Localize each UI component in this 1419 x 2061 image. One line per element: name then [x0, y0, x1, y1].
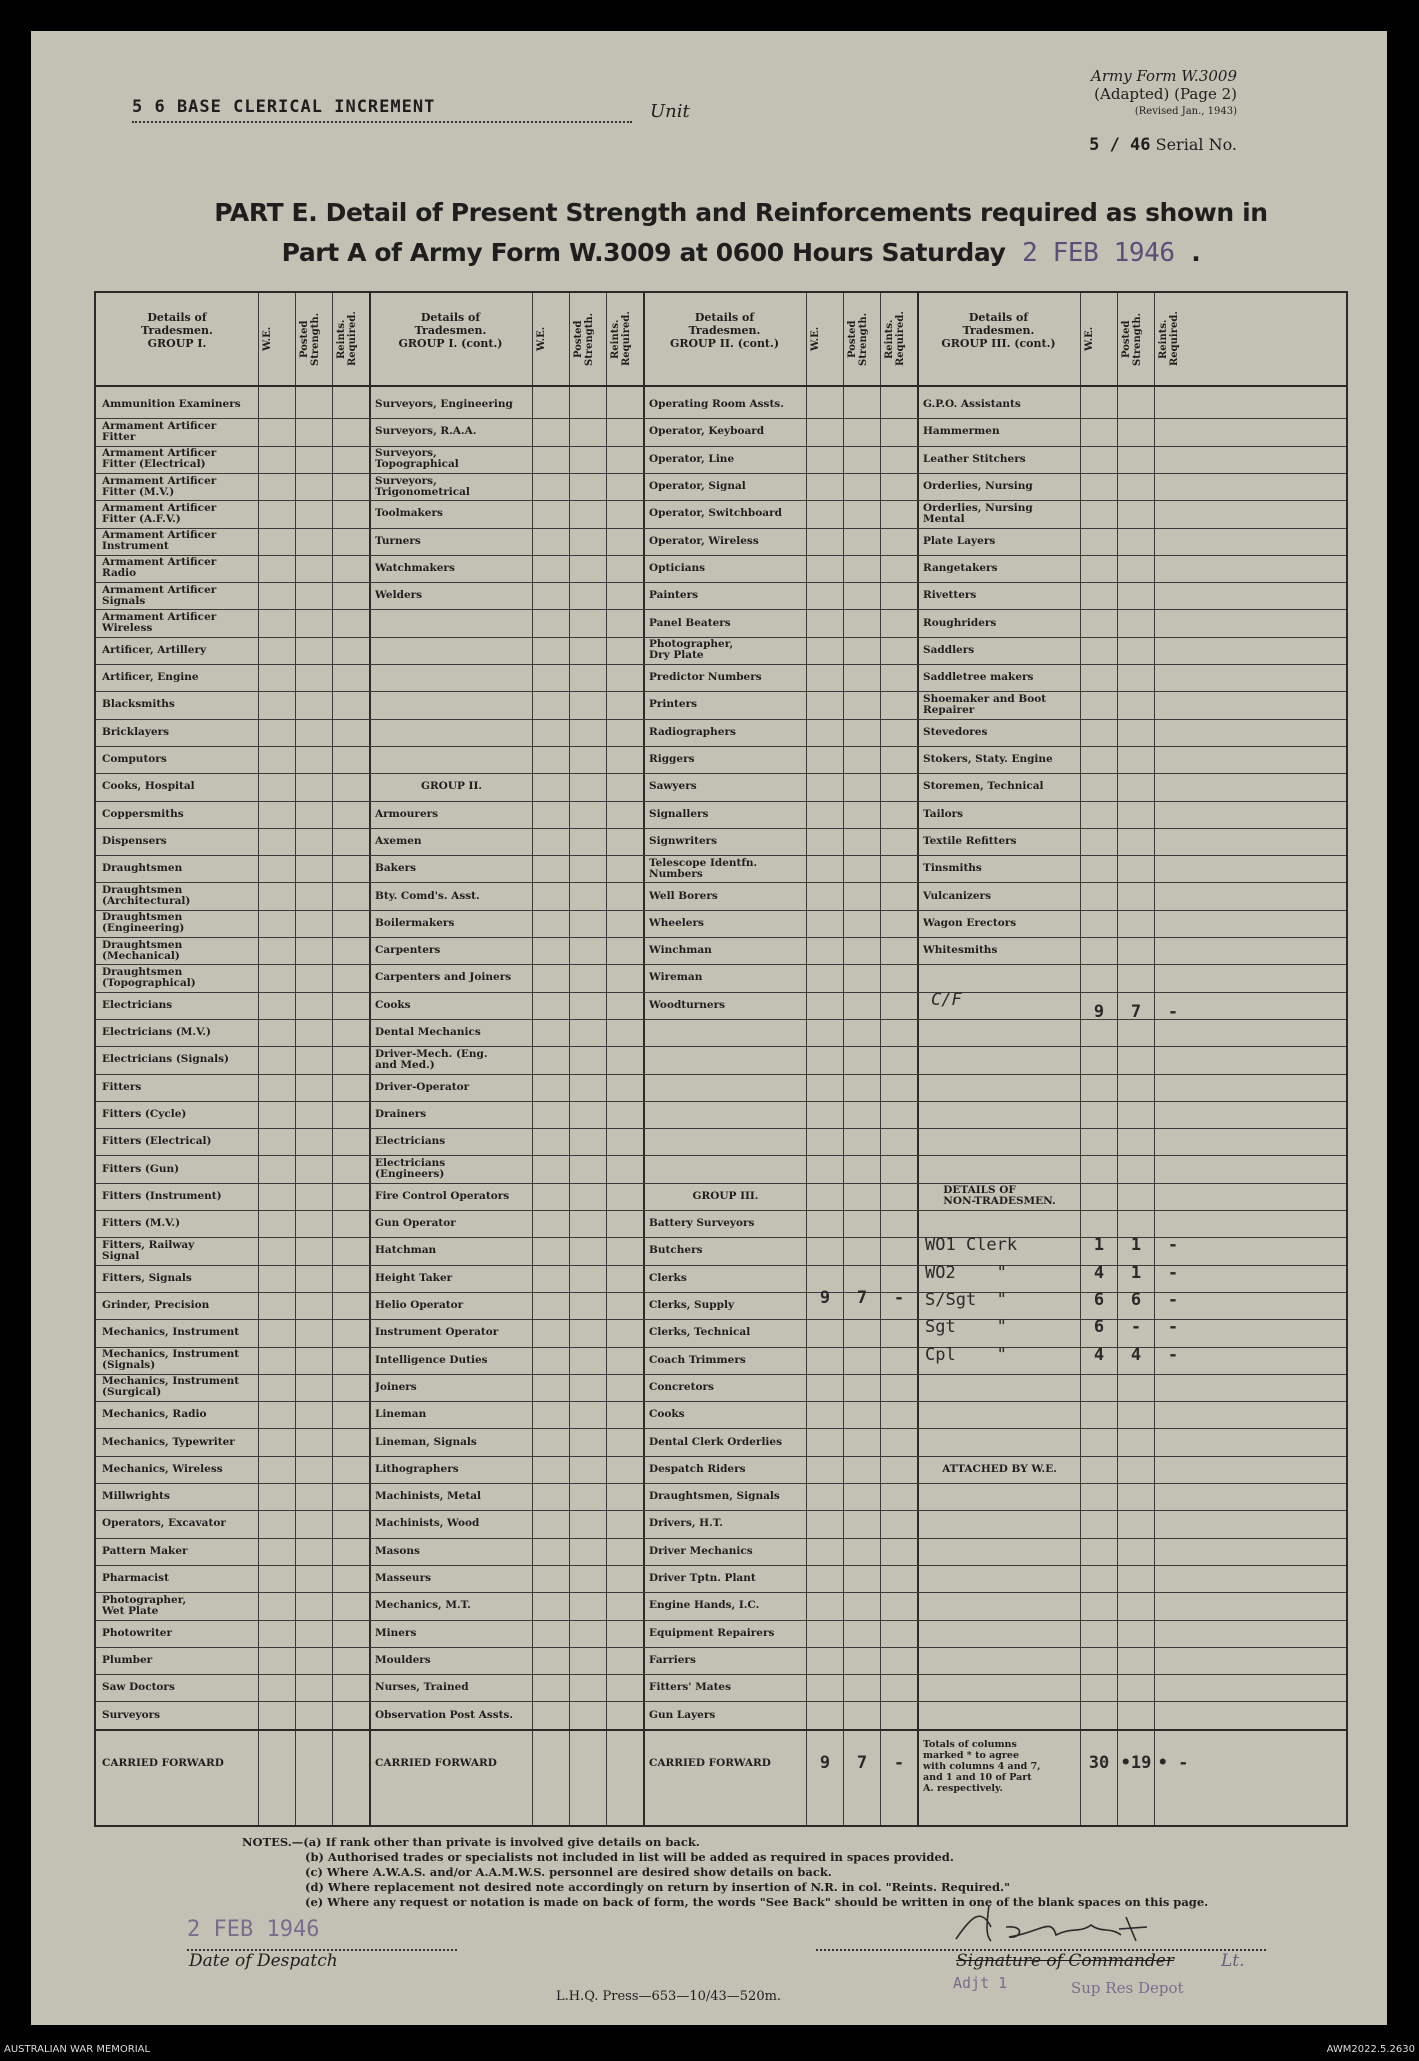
trade-label — [923, 1402, 1076, 1427]
column-heading: Details of Tradesmen. GROUP I. (cont.) — [398, 311, 503, 350]
trade-label — [923, 1429, 1076, 1454]
serial-field — [1007, 135, 1237, 155]
trade-label: Fire Control Operators — [375, 1189, 510, 1202]
trade-label: Photographer, Wet Plate — [102, 1593, 187, 1617]
non-tradesman-rank: Sgt " — [925, 1317, 1007, 1338]
trade-label: Operator, Keyboard — [649, 425, 765, 438]
trade-label: Surveyors — [102, 1708, 161, 1721]
trade-label: Predictor Numbers — [649, 671, 762, 684]
cf-posted-value: 7 — [1130, 1001, 1142, 1022]
trade-label: Hammermen — [923, 425, 1000, 438]
trade-label: Armament Artificer Signals — [102, 583, 217, 607]
trade-label: Driver Tptn. Plant — [649, 1572, 756, 1585]
trade-label: GROUP II. — [420, 780, 483, 793]
trade-label: Gun Layers — [649, 1708, 716, 1721]
trade-label: GROUP III. — [692, 1189, 759, 1202]
trade-label: Toolmakers — [375, 507, 443, 520]
trade-label: Whitesmiths — [923, 944, 998, 957]
trade-label: Wireman — [649, 971, 703, 984]
trade-label: Mechanics, Instrument — [102, 1326, 240, 1339]
non-tradesman-rank: S/Sgt " — [925, 1289, 1007, 1310]
trade-label: Electricians (Signals) — [102, 1053, 230, 1066]
trade-label: Operator, Signal — [649, 480, 746, 493]
row-rule — [96, 385, 1346, 387]
non-tradesman-posted: 6 — [1130, 1289, 1142, 1310]
subcolumn-heading: Posted Strength. — [299, 312, 321, 366]
cf-label: C/F — [931, 989, 962, 1010]
non-tradesman-we: 6 — [1093, 1317, 1105, 1338]
trade-label: Turners — [375, 534, 421, 547]
trade-label: Machinists, Wood — [375, 1517, 480, 1530]
trade-label: Tinsmiths — [923, 862, 982, 875]
trade-label — [649, 1156, 802, 1181]
trade-label: Rangetakers — [923, 561, 998, 574]
trade-label: Armament Artificer Fitter — [102, 419, 217, 443]
trade-label: Millwrights — [102, 1490, 170, 1503]
trade-label: Gun Operator — [375, 1217, 456, 1230]
signature-rank: Lt. — [1221, 1951, 1245, 1971]
non-tradesman-reints: - — [1167, 1262, 1179, 1283]
row-rule — [96, 1729, 1346, 1731]
trade-label: Wheelers — [649, 916, 704, 929]
trade-label: Watchmakers — [375, 561, 455, 574]
trade-label: Operator, Line — [649, 452, 735, 465]
subcolumn-heading: Posted Strength. — [847, 312, 869, 366]
trade-label: Operator, Wireless — [649, 534, 759, 547]
trade-label: Dental Clerk Orderlies — [649, 1435, 783, 1448]
trade-label: Radiographers — [649, 725, 736, 738]
trade-label: Engine Hands, I.C. — [649, 1599, 760, 1612]
trade-label: Intelligence Duties — [375, 1353, 488, 1366]
non-tradesman-posted: - — [1130, 1317, 1142, 1338]
trade-label: Electricians (M.V.) — [102, 1026, 212, 1039]
trade-label: Orderlies, Nursing — [923, 480, 1033, 493]
trade-label — [923, 1511, 1076, 1536]
subcolumn-heading: Posted Strength. — [1121, 312, 1143, 366]
adjutant-stamp: Adjt 1 — [953, 1974, 1008, 1992]
trade-label: Mechanics, Wireless — [102, 1462, 223, 1475]
trade-label: Riggers — [649, 753, 695, 766]
trade-label: Armament Artificer Fitter (M.V.) — [102, 474, 217, 498]
trade-label: G.P.O. Assistants — [923, 398, 1021, 411]
column-rule — [332, 293, 333, 1825]
trade-label: Clerks, Technical — [649, 1326, 751, 1339]
trade-label: Storemen, Technical — [923, 780, 1044, 793]
trade-label — [923, 1047, 1076, 1072]
trade-label: Operators, Excavator — [102, 1517, 226, 1530]
trade-label: Saw Doctors — [102, 1681, 175, 1694]
non-tradesman-posted: 1 — [1130, 1262, 1142, 1283]
trade-label — [375, 720, 528, 745]
trade-label: Cooks — [649, 1408, 685, 1421]
non-tradesman-posted: 1 — [1130, 1235, 1142, 1256]
serial-label: Serial No. — [1155, 135, 1237, 154]
trade-label: Surveyors, Trigonometrical — [375, 474, 470, 498]
trade-label: Textile Refitters — [923, 834, 1017, 847]
trade-label: Signallers — [649, 807, 709, 820]
non-tradesman-rank: WO2 " — [925, 1262, 1007, 1283]
trade-label — [649, 1075, 802, 1100]
trade-label: Rivetters — [923, 589, 977, 602]
trade-label: Operating Room Assts. — [649, 398, 784, 411]
trade-label: Telescope Identfn. Numbers — [649, 856, 758, 880]
trade-label: Armament Artificer Instrument — [102, 529, 217, 553]
trade-label — [923, 1675, 1076, 1700]
trade-label: Fitters (Cycle) — [102, 1107, 187, 1120]
subcolumn-heading: Reints. Required. — [610, 311, 632, 367]
form-page — [31, 31, 1387, 2025]
trade-label: Orderlies, Nursing Mental — [923, 501, 1033, 525]
trade-label: Sawyers — [649, 780, 697, 793]
trade-label: Operator, Switchboard — [649, 507, 782, 520]
column-rule — [880, 293, 881, 1825]
trade-label: Farriers — [649, 1653, 696, 1666]
trade-label: DETAILS OF NON-TRADESMEN. — [943, 1184, 1056, 1208]
carried-forward-label: CARRIED FORWARD — [102, 1757, 224, 1770]
carried-posted-value: 7 — [856, 1752, 868, 1773]
title-line-1: PART E. Detail of Present Strength and Reinforcements required as shown in — [214, 198, 1268, 227]
trade-label — [375, 610, 528, 635]
page-title — [186, 193, 1296, 273]
note-c: (c) Where A.W.A.S. and/or A.A.M.W.S. personnel are desired show details on back. — [305, 1865, 832, 1879]
trade-label: Masons — [375, 1544, 420, 1557]
trade-label — [923, 1539, 1076, 1564]
trade-label: Armament Artificer Fitter (Electrical) — [102, 447, 217, 471]
subcolumn-heading: Reints. Required. — [884, 311, 906, 367]
trade-label — [923, 1648, 1076, 1673]
trade-label — [923, 1102, 1076, 1127]
trade-label: Dispensers — [102, 834, 167, 847]
trade-label — [375, 638, 528, 663]
trade-label: Armament Artificer Fitter (A.F.V.) — [102, 501, 217, 525]
trade-label: Draughtsmen (Architectural) — [102, 884, 191, 908]
trade-label — [649, 1020, 802, 1045]
trade-label: Surveyors, Engineering — [375, 398, 513, 411]
trade-label: Artificer, Engine — [102, 671, 199, 684]
trade-label: Stevedores — [923, 725, 988, 738]
trade-label — [923, 1484, 1076, 1509]
column-rule — [532, 293, 533, 1825]
trade-label: Fitters — [102, 1080, 142, 1093]
form-identifier — [1007, 67, 1237, 121]
trade-label — [649, 1102, 802, 1127]
trade-label — [923, 965, 1076, 990]
trade-label — [923, 1375, 1076, 1400]
trade-label: Fitters, Railway Signal — [102, 1238, 195, 1262]
trade-label: Coach Trimmers — [649, 1353, 746, 1366]
trade-label: Drainers — [375, 1107, 427, 1120]
trade-label: Machinists, Metal — [375, 1490, 481, 1503]
trade-label — [923, 1020, 1076, 1045]
trade-label: Roughriders — [923, 616, 997, 629]
press-imprint: L.H.Q. Press—653—10/43—520m. — [556, 1989, 782, 2004]
trade-label: Bakers — [375, 862, 417, 875]
subcolumn-heading: Posted Strength. — [573, 312, 595, 366]
trade-label — [923, 1621, 1076, 1646]
trade-label: Grinder, Precision — [102, 1299, 210, 1312]
trade-label — [923, 1156, 1076, 1181]
trade-label — [923, 1702, 1076, 1727]
title-line-2-wrap: Part A of Army Form W.3009 at 0600 Hours Saturday 2 FEB 1946 . — [281, 238, 1201, 268]
trade-label: Saddletree makers — [923, 671, 1034, 684]
column-heading: Details of Tradesmen. GROUP II. (cont.) — [669, 311, 780, 350]
column-rule — [1117, 293, 1118, 1825]
subcolumn-heading: W.E. — [1084, 326, 1095, 352]
trade-label: Mechanics, Instrument (Surgical) — [102, 1375, 240, 1399]
trade-label: Miners — [375, 1626, 417, 1639]
trade-label: Saddlers — [923, 643, 975, 656]
trade-label — [923, 1211, 1076, 1236]
trade-label: Tailors — [923, 807, 964, 820]
trade-label: Winchman — [649, 944, 712, 957]
trade-label: Lineman — [375, 1408, 427, 1421]
trade-label: Equipment Repairers — [649, 1626, 775, 1639]
trade-label: Battery Surveyors — [649, 1217, 755, 1230]
trade-label: Armament Artificer Wireless — [102, 611, 217, 635]
trade-label: Vulcanizers — [923, 889, 992, 902]
trade-label: Opticians — [649, 561, 706, 574]
non-tradesman-reints: - — [1167, 1317, 1179, 1338]
totals-posted-value: •19 — [1120, 1752, 1152, 1773]
title-line-2: Part A of Army Form W.3009 at 0600 Hours Saturday — [281, 238, 1006, 267]
trade-label: Carpenters — [375, 944, 441, 957]
trade-label: Masseurs — [375, 1572, 432, 1585]
note-a: NOTES.—(a) If rank other than private is involved give details on back. — [242, 1835, 700, 1849]
serial-value: 5 / 46 — [1089, 135, 1151, 155]
unit-field — [132, 95, 690, 129]
trade-label: Fitters (M.V.) — [102, 1217, 181, 1230]
column-rule — [258, 293, 259, 1825]
signature-label: Signature of Commander — [956, 1951, 1174, 1971]
carried-reints-value: - — [893, 1752, 905, 1773]
trade-label: Hatchman — [375, 1244, 437, 1257]
carried-forward-label: CARRIED FORWARD — [649, 1757, 771, 1770]
despatch-label: Date of Despatch — [189, 1951, 338, 1971]
trade-label: Cooks — [375, 998, 411, 1011]
trade-label — [923, 1129, 1076, 1154]
non-tradesman-reints: - — [1167, 1235, 1179, 1256]
strength-table — [94, 291, 1348, 1827]
subcolumn-heading: Reints. Required. — [336, 311, 358, 367]
non-tradesman-we: 4 — [1093, 1262, 1105, 1283]
form-adapted: (Adapted) (Page 2) — [1094, 85, 1237, 103]
archive-reference: AWM2022.5.2630 — [1326, 2044, 1415, 2055]
trade-label — [923, 1593, 1076, 1618]
trade-label: Stokers, Staty. Engine — [923, 753, 1053, 766]
trade-label: Clerks, Supply — [649, 1299, 735, 1312]
subcolumn-heading: W.E. — [262, 326, 273, 352]
note-b: (b) Authorised trades or specialists not included in list will be added as required in spaces provided. — [305, 1850, 954, 1864]
non-tradesman-reints: - — [1167, 1344, 1179, 1365]
trade-label: Electricians — [375, 1135, 446, 1148]
handwritten-signature — [951, 1897, 1231, 1947]
form-number: Army Form W.3009 — [1091, 67, 1237, 85]
trade-label — [649, 1047, 802, 1072]
depot-stamp: Sup Res Depot — [1071, 1979, 1184, 1997]
trade-label: Electricians (Engineers) — [375, 1157, 446, 1181]
totals-reints-value: • - — [1157, 1752, 1189, 1773]
column-rule — [1154, 293, 1155, 1825]
trade-label: Driver-Mech. (Eng. and Med.) — [375, 1047, 488, 1071]
trade-label: Draughtsmen (Mechanical) — [102, 938, 183, 962]
trade-label: Draughtsmen (Engineering) — [102, 911, 185, 935]
archive-credit: AUSTRALIAN WAR MEMORIAL — [4, 2044, 151, 2055]
trade-label: Panel Beaters — [649, 616, 731, 629]
non-tradesman-rank: WO1 Clerk — [925, 1235, 1018, 1256]
trade-label: Observation Post Assts. — [375, 1708, 514, 1721]
column-heading: Details of Tradesmen. GROUP I. — [141, 311, 213, 350]
trade-label: Moulders — [375, 1653, 431, 1666]
trade-label: Woodturners — [649, 998, 726, 1011]
column-rule — [843, 293, 844, 1825]
column-rule — [917, 293, 919, 1825]
trade-label: Mechanics, Instrument (Signals) — [102, 1348, 240, 1372]
trade-label: Lineman, Signals — [375, 1435, 477, 1448]
note-d: (d) Where replacement not desired note accordingly on return by insertion of N.R. in col. "Reints. Required." — [305, 1880, 1011, 1894]
trade-label: Ammunition Examiners — [102, 398, 241, 411]
trade-label: Blacksmiths — [102, 698, 175, 711]
trade-label: Instrument Operator — [375, 1326, 499, 1339]
trade-label: Pattern Maker — [102, 1544, 188, 1557]
trade-label — [375, 665, 528, 690]
subcolumn-heading: W.E. — [810, 326, 821, 352]
trade-label — [923, 1075, 1076, 1100]
non-tradesman-we: 4 — [1093, 1344, 1105, 1365]
trade-label: Fitters (Electrical) — [102, 1135, 212, 1148]
trade-label: Signwriters — [649, 834, 718, 847]
trade-label: Boilermakers — [375, 916, 455, 929]
trade-label: Axemen — [375, 834, 422, 847]
trade-label: Bricklayers — [102, 725, 170, 738]
trade-label: Carpenters and Joiners — [375, 971, 512, 984]
trade-label: ATTACHED BY W.E. — [942, 1462, 1057, 1475]
trade-label: Printers — [649, 698, 698, 711]
title-date-stamp: 2 FEB 1946 — [1022, 238, 1175, 268]
trade-label: Plate Layers — [923, 534, 996, 547]
trade-label: Coppersmiths — [102, 807, 184, 820]
clerks-reints-value: - — [893, 1287, 905, 1308]
trade-label: Mechanics, Radio — [102, 1408, 207, 1421]
subcolumn-heading: W.E. — [536, 326, 547, 352]
carried-forward-label: Totals of columns marked * to agree with columns 4 and 7, and 1 and 10 of Part A. respectively. — [923, 1739, 1041, 1795]
trade-label: Cooks, Hospital — [102, 780, 195, 793]
trade-label: Height Taker — [375, 1271, 453, 1284]
trade-label: Fitters (Instrument) — [102, 1189, 222, 1202]
non-tradesman-posted: 4 — [1130, 1344, 1142, 1365]
trade-label: Dental Mechanics — [375, 1026, 481, 1039]
trade-label — [375, 692, 528, 717]
trade-label: Concretors — [649, 1380, 714, 1393]
trade-label: Mechanics, M.T. — [375, 1599, 471, 1612]
trade-label — [375, 747, 528, 772]
cf-we-value: 9 — [1093, 1001, 1105, 1022]
trade-label: Leather Stitchers — [923, 452, 1026, 465]
totals-we-value: 30 — [1088, 1752, 1110, 1773]
note-e: (e) Where any request or notation is made on back of form, the words "See Back" should be written in one of the blank spaces on this page. — [305, 1895, 1209, 1909]
non-tradesman-rank: Cpl " — [925, 1344, 1007, 1365]
trade-label: Clerks — [649, 1271, 687, 1284]
form-revised: (Revised Jan., 1943) — [1134, 106, 1237, 117]
trade-label: Artificer, Artillery — [102, 643, 207, 656]
non-tradesman-we: 1 — [1093, 1235, 1105, 1256]
unit-name: 5 6 BASE CLERICAL INCREMENT — [132, 97, 436, 117]
trade-label: Photographer, Dry Plate — [649, 638, 734, 662]
trade-label: Fitters, Signals — [102, 1271, 192, 1284]
carried-forward-label: CARRIED FORWARD — [375, 1757, 497, 1770]
trade-label: Bty. Comd's. Asst. — [375, 889, 480, 902]
trade-label: Driver Mechanics — [649, 1544, 753, 1557]
trade-label: Lithographers — [375, 1462, 459, 1475]
trade-label: Wagon Erectors — [923, 916, 1017, 929]
column-rule — [569, 293, 570, 1825]
trade-label: Fitters' Mates — [649, 1681, 732, 1694]
trade-label: Pharmacist — [102, 1572, 169, 1585]
trade-label: Draughtsmen, Signals — [649, 1490, 780, 1503]
column-rule — [295, 293, 296, 1825]
non-tradesman-we: 6 — [1093, 1289, 1105, 1310]
trade-label: Surveyors, Topographical — [375, 447, 459, 471]
trade-label: Nurses, Trained — [375, 1681, 469, 1694]
trade-label: Fitters (Gun) — [102, 1162, 180, 1175]
trade-label: Armourers — [375, 807, 439, 820]
trade-label: Armament Artificer Radio — [102, 556, 217, 580]
trade-label: Photowriter — [102, 1626, 173, 1639]
trade-label: Welders — [375, 589, 423, 602]
trade-label: Drivers, H.T. — [649, 1517, 723, 1530]
column-rule — [643, 293, 645, 1825]
column-heading: Details of Tradesmen. GROUP III. (cont.) — [941, 311, 1056, 350]
unit-dotted-line — [132, 121, 632, 123]
column-rule — [606, 293, 607, 1825]
trade-label: Helio Operator — [375, 1299, 464, 1312]
carried-we-value: 9 — [819, 1752, 831, 1773]
clerks-posted-value: 7 — [856, 1287, 868, 1308]
trade-label: Well Borers — [649, 889, 718, 902]
trade-label: Plumber — [102, 1653, 153, 1666]
trade-label: Driver-Operator — [375, 1080, 470, 1093]
trade-label: Electricians — [102, 998, 173, 1011]
trade-label: Draughtsmen (Topographical) — [102, 965, 196, 989]
trade-label — [649, 1129, 802, 1154]
subcolumn-heading: Reints. Required. — [1158, 311, 1180, 367]
column-rule — [1080, 293, 1081, 1825]
clerks-we-value: 9 — [819, 1287, 831, 1308]
trade-label: Joiners — [375, 1380, 417, 1393]
trade-label — [923, 1566, 1076, 1591]
trade-label: Despatch Riders — [649, 1462, 746, 1475]
trade-label: Computors — [102, 753, 167, 766]
unit-label: Unit — [650, 101, 690, 122]
column-rule — [806, 293, 807, 1825]
despatch-date-stamp: 2 FEB 1946 — [187, 1917, 320, 1942]
trade-label: Butchers — [649, 1244, 703, 1257]
trade-label: Surveyors, R.A.A. — [375, 425, 477, 438]
cf-reints-value: - — [1167, 1001, 1179, 1022]
trade-label: Draughtsmen — [102, 862, 183, 875]
trade-label: Shoemaker and Boot Repairer — [923, 692, 1047, 716]
column-rule — [369, 293, 371, 1825]
trade-label: Mechanics, Typewriter — [102, 1435, 235, 1448]
trade-label: Painters — [649, 589, 699, 602]
non-tradesman-reints: - — [1167, 1289, 1179, 1310]
